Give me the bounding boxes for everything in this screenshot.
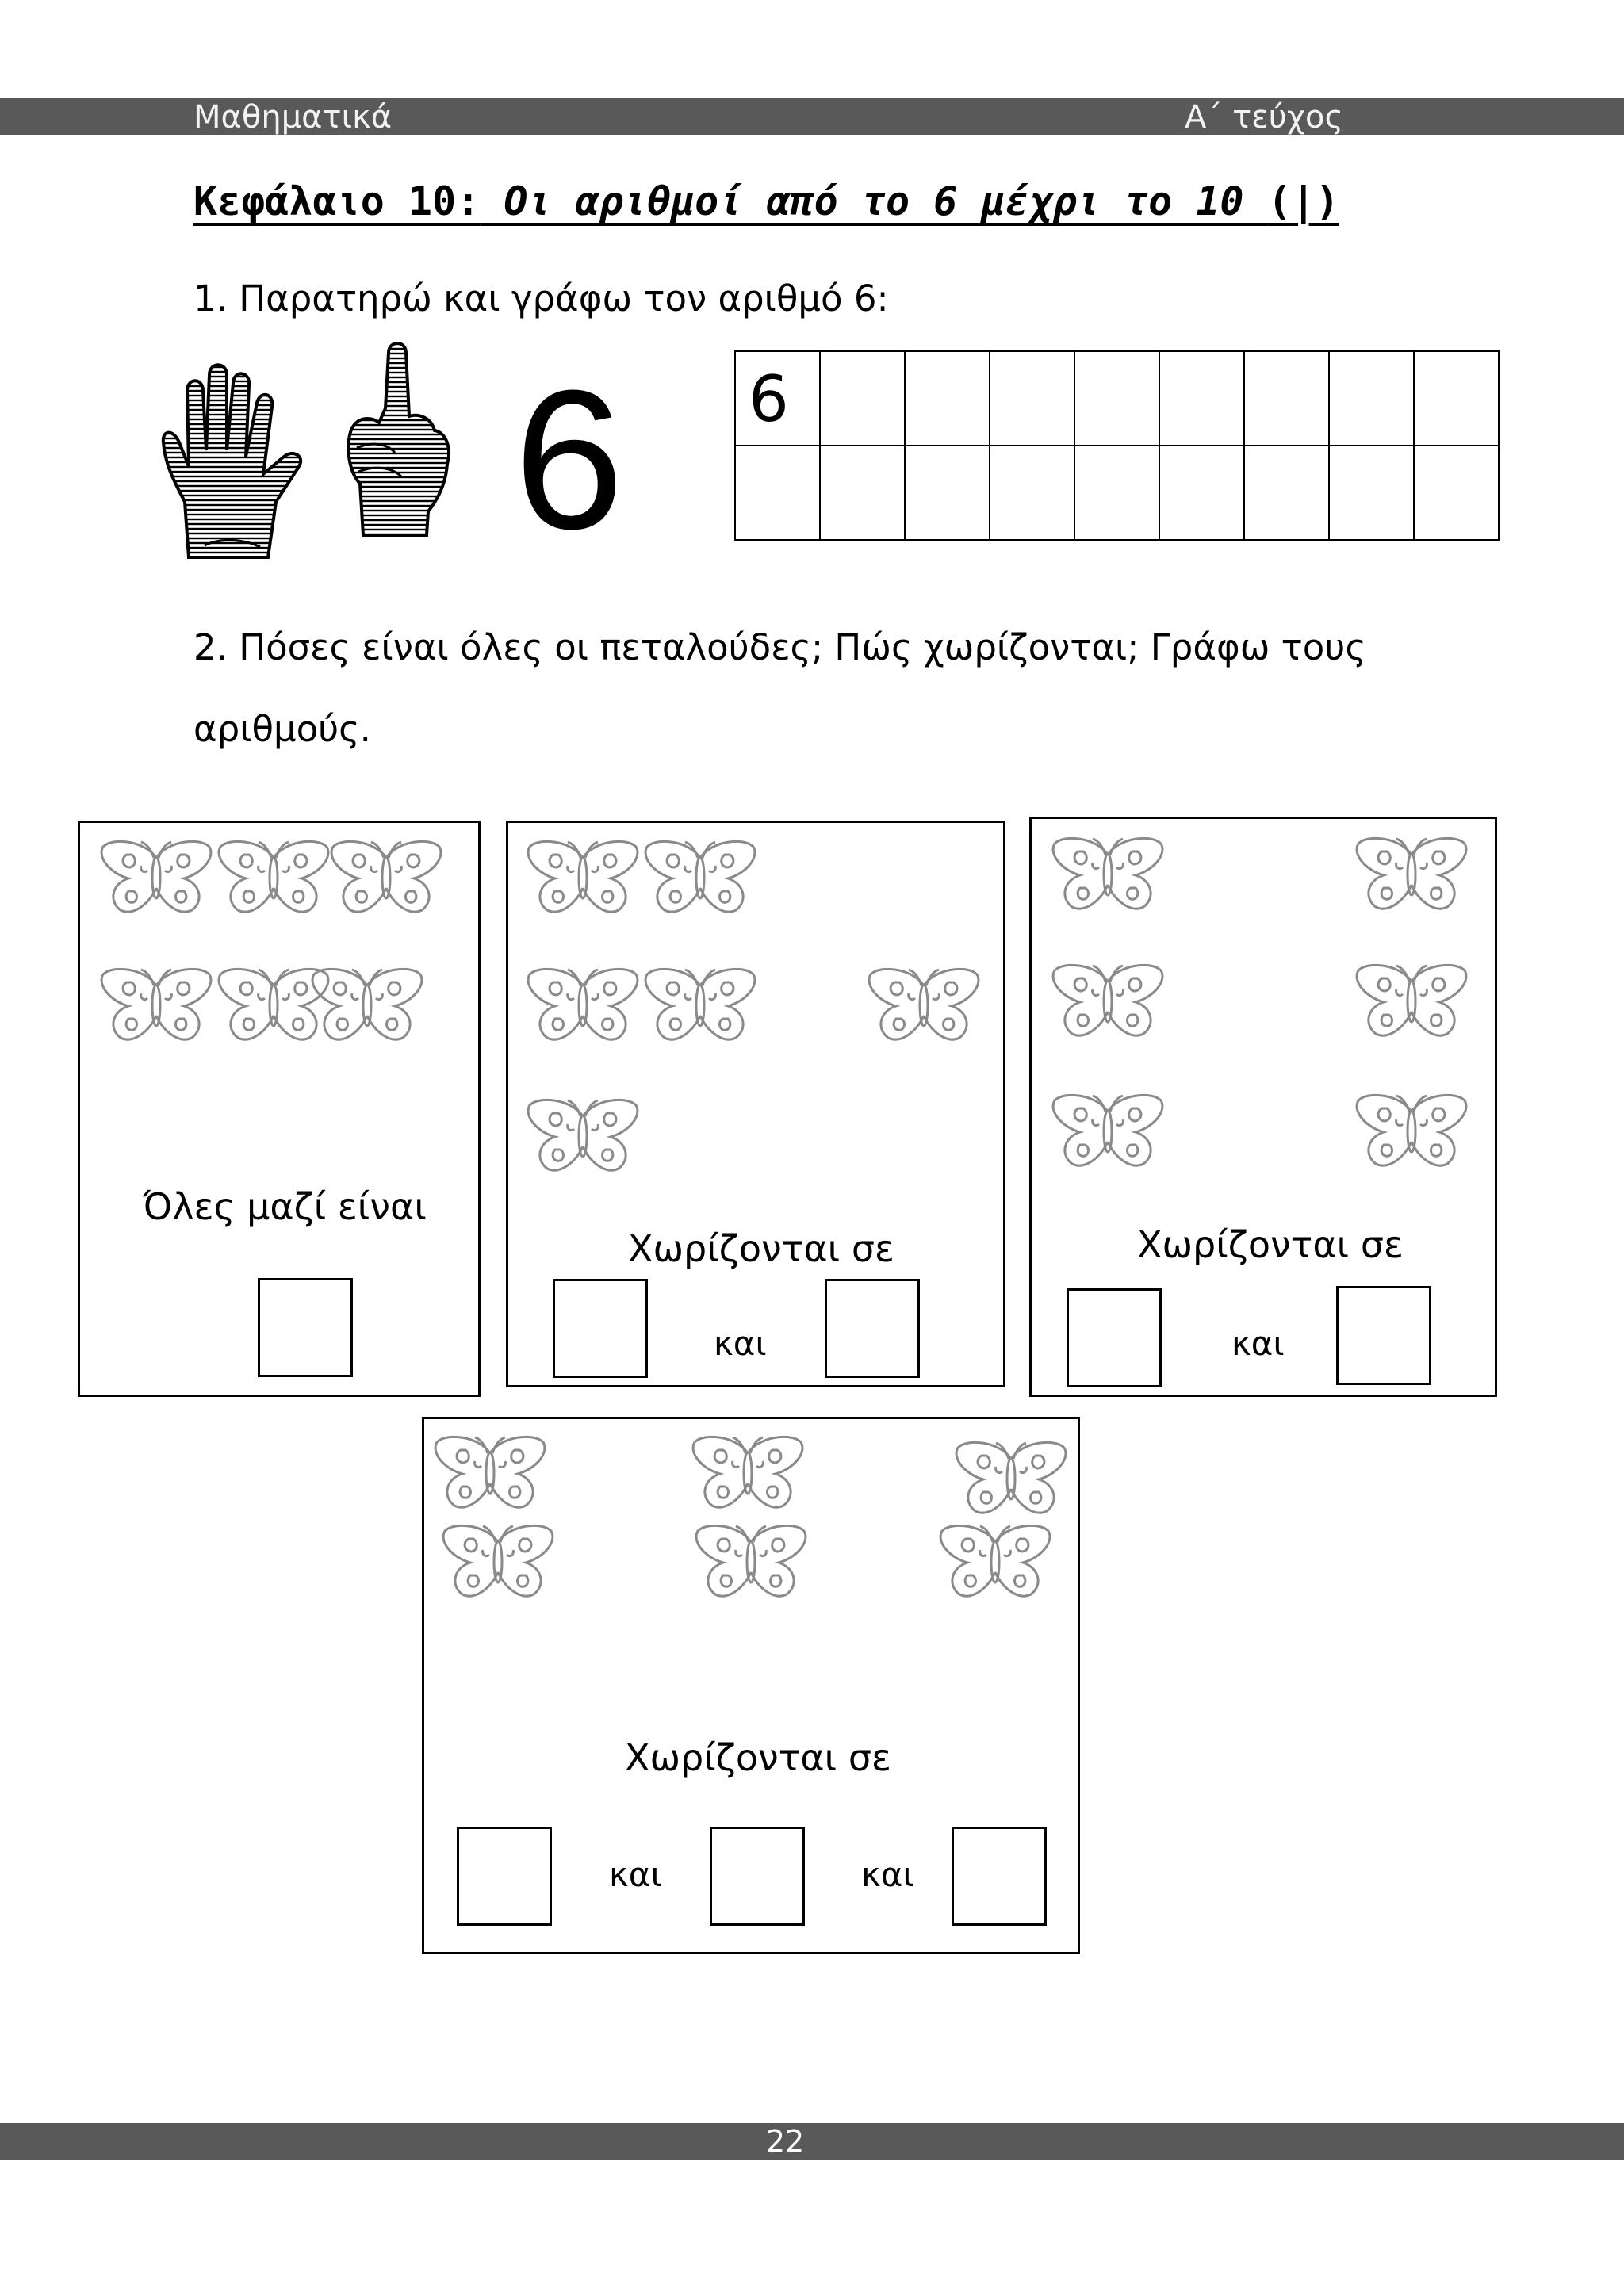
butterfly-icon xyxy=(864,962,983,1053)
exercise-2-instruction-line1: 2. Πόσες είναι όλες οι πεταλούδες; Πώς χωρίζονται; Γράφω τους xyxy=(193,626,1366,668)
panel-3-answer-box-a[interactable] xyxy=(1067,1288,1162,1387)
grid-cell[interactable] xyxy=(736,446,821,541)
grid-cell-example: 6 xyxy=(736,352,821,446)
butterfly-icon xyxy=(1352,831,1471,922)
butterfly-icon xyxy=(936,1518,1055,1609)
panel-4-label: Χωρίζονται σε xyxy=(625,1736,891,1779)
grid-cell[interactable] xyxy=(1245,446,1330,541)
grid-cell[interactable] xyxy=(990,352,1075,446)
grid-cell[interactable] xyxy=(821,352,906,446)
butterfly-icon xyxy=(327,834,446,925)
panel-4-answer-box-c[interactable] xyxy=(952,1827,1047,1926)
chapter-title-prefix: Κεφάλαιο 10: xyxy=(193,178,481,224)
panel-3-answer-box-b[interactable] xyxy=(1336,1286,1431,1385)
butterfly-icon xyxy=(431,1429,550,1521)
butterfly-icon xyxy=(952,1435,1071,1526)
panel-3-and: και xyxy=(1231,1324,1285,1363)
butterfly-icon xyxy=(1048,831,1167,922)
butterfly-icon xyxy=(1352,958,1471,1049)
grid-cell[interactable] xyxy=(1330,446,1415,541)
chapter-title-suffix: (|) xyxy=(1267,178,1339,224)
panel-3-label: Χωρίζονται σε xyxy=(1137,1223,1404,1266)
grid-cell[interactable] xyxy=(1075,446,1160,541)
panel-2-and: και xyxy=(714,1324,767,1363)
grid-cell[interactable] xyxy=(1075,352,1160,446)
panel-2-label: Χωρίζονται σε xyxy=(628,1227,894,1270)
header-bar xyxy=(0,98,1624,135)
butterfly-icon xyxy=(523,1093,642,1184)
grid-cell[interactable] xyxy=(1160,446,1245,541)
panel-4-answer-box-b[interactable] xyxy=(710,1827,805,1926)
panel-1-label: Όλες μαζί είναι xyxy=(143,1185,427,1228)
one-finger-hand-icon xyxy=(339,337,458,543)
panel-4-and-2: και xyxy=(861,1855,914,1894)
butterfly-icon xyxy=(439,1518,557,1609)
panel-4-and-1: και xyxy=(609,1855,662,1894)
open-hand-icon xyxy=(157,355,316,569)
grid-cell[interactable] xyxy=(1160,352,1245,446)
header-subject: Μαθηματικά xyxy=(193,99,393,136)
grid-cell[interactable] xyxy=(906,446,990,541)
butterfly-icon xyxy=(308,962,427,1053)
grid-cell[interactable] xyxy=(1245,352,1330,446)
panel-2-answer-box-a[interactable] xyxy=(553,1279,648,1378)
butterfly-icon xyxy=(1352,1088,1471,1179)
grid-cell[interactable] xyxy=(906,352,990,446)
exercise-2-instruction-line2: αριθμούς. xyxy=(193,708,371,750)
chapter-title-italic: Οι αριθμοί από το 6 μέχρι το 10 xyxy=(480,178,1268,224)
page-number: 22 xyxy=(765,2124,805,2159)
panel-1-answer-box[interactable] xyxy=(258,1278,353,1377)
chapter-title xyxy=(193,178,1339,224)
grid-cell[interactable] xyxy=(1330,352,1415,446)
butterfly-icon xyxy=(523,962,642,1053)
exercise-1-instruction: 1. Παρατηρώ και γράφω τον αριθμό 6: xyxy=(193,277,889,320)
grid-cell[interactable] xyxy=(1415,352,1500,446)
grid-cell[interactable] xyxy=(1415,446,1500,541)
header-issue: Α΄ τεύχος xyxy=(1185,99,1343,136)
grid-cell[interactable] xyxy=(990,446,1075,541)
grid-cell[interactable] xyxy=(821,446,906,541)
butterfly-icon xyxy=(97,962,216,1053)
big-number-six: 6 xyxy=(514,349,625,570)
butterfly-icon xyxy=(641,962,760,1053)
butterfly-icon xyxy=(214,834,333,925)
panel-2-answer-box-b[interactable] xyxy=(825,1279,920,1378)
writing-grid xyxy=(734,350,1500,541)
butterfly-icon xyxy=(97,834,216,925)
footer-bar xyxy=(0,2123,1624,2160)
panel-4-answer-box-a[interactable] xyxy=(457,1827,552,1926)
butterfly-icon xyxy=(523,834,642,925)
butterfly-icon xyxy=(688,1429,807,1521)
butterfly-icon xyxy=(691,1518,810,1609)
butterfly-icon xyxy=(1048,1088,1167,1179)
butterfly-icon xyxy=(641,834,760,925)
butterfly-icon xyxy=(1048,958,1167,1049)
